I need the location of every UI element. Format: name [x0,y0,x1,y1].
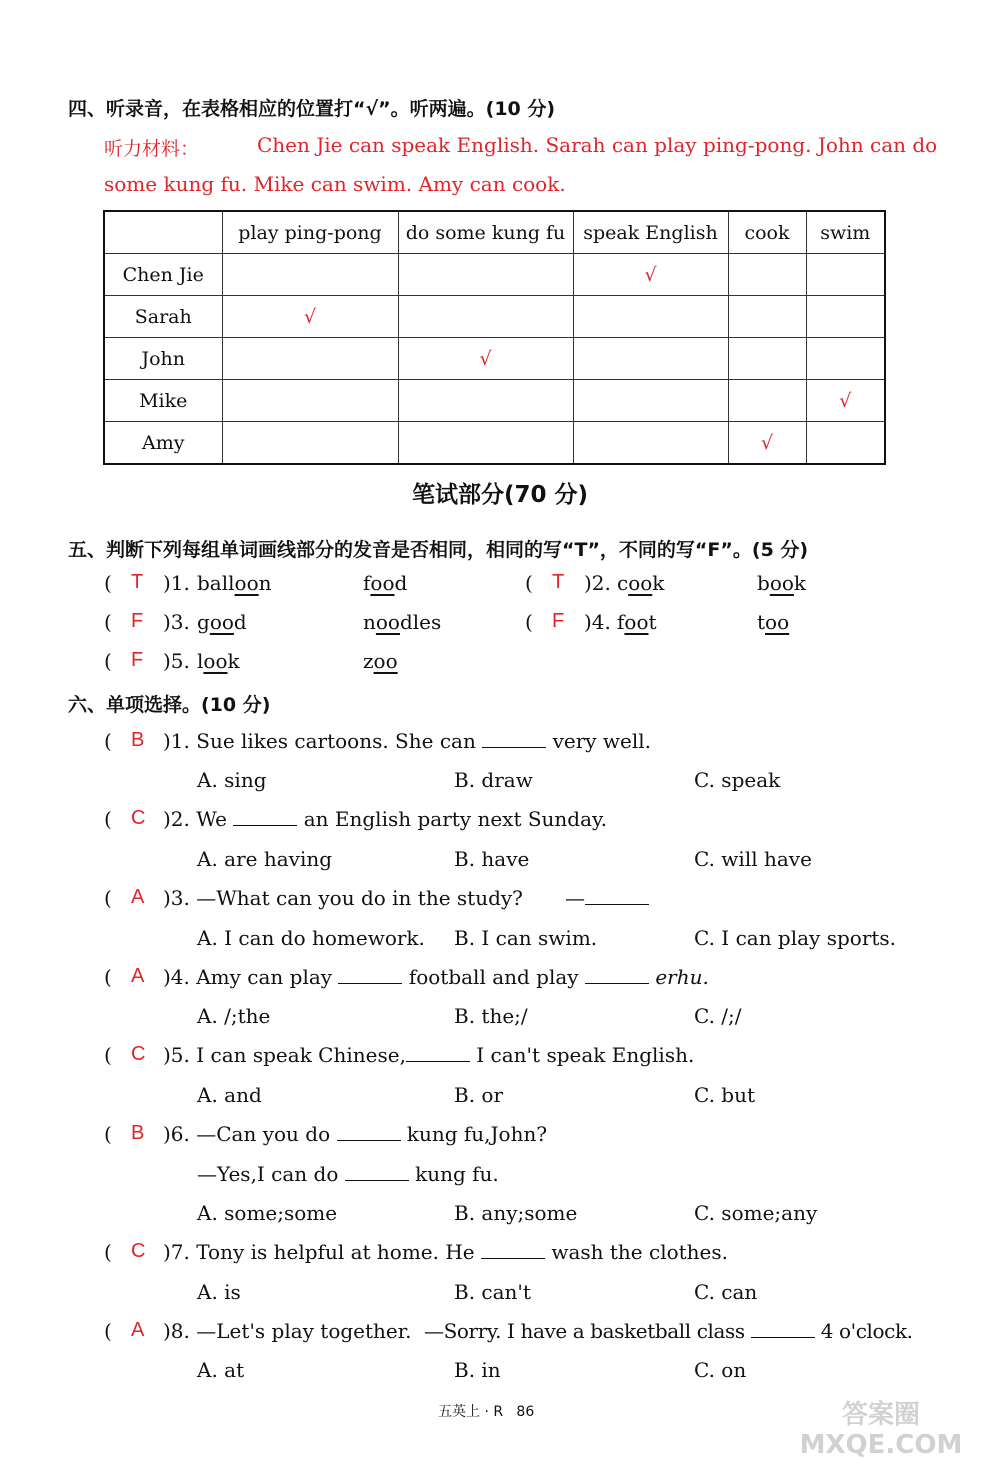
option-b: B. have [454,847,530,871]
question-number: )1. [163,571,190,595]
option-b: B. or [454,1083,504,1107]
section5-heading: 五、判断下列每组单词画线部分的发音是否相同，相同的写“T”，不同的写“F”。(5 分) [68,539,809,561]
table-header: do some kung fu [398,211,573,254]
paren: ( [104,965,112,989]
question-number: )3. [163,610,190,634]
option-b: B. the;/ [454,1004,528,1028]
question-text: )6. —Can you do kung fu,John? [163,1122,548,1146]
listening-table [103,210,886,465]
row-name: Sarah [104,296,222,338]
table-cell: √ [573,254,728,296]
question-text: )2. We an English party next Sunday. [163,807,608,831]
answer: A [131,886,145,908]
table-cell: √ [728,422,806,465]
question-text: )1. Sue likes cartoons. She can very well. [163,729,652,753]
table-header: cook [728,211,806,254]
option-a: A. I can do homework. [197,926,425,950]
option-b: B. any;some [454,1201,578,1225]
table-header: swim [806,211,885,254]
word: cook [617,571,665,595]
table-cell [222,422,398,465]
section6-heading: 六、单项选择。(10 分) [68,694,271,716]
material-line1: Chen Jie can speak English. Sarah can play ping-pong. John can do [257,133,938,157]
answer: C [131,807,146,829]
table-header [104,211,222,254]
option-a: A. is [197,1280,241,1304]
word: foot [617,610,657,634]
option-c: C. I can play sports. [694,926,897,950]
question-text: )4. Amy can play football and play erhu. [163,965,709,989]
question-number: )4. [584,610,611,634]
option-c: C. on [694,1358,747,1382]
option-a: A. /;the [197,1004,271,1028]
word: noodles [363,610,442,634]
question-number: )2. [584,571,611,595]
row-name: Mike [104,380,222,422]
option-b: B. draw [454,768,533,792]
option-c: C. can [694,1280,758,1304]
paren: ( [104,807,112,831]
page-footer: 五英上 · R 86 [438,1404,535,1420]
table-cell [398,254,573,296]
option-a: A. sing [197,768,267,792]
table-cell [728,380,806,422]
option-a: A. at [197,1358,245,1382]
table-cell [573,338,728,380]
paren: ( [104,571,112,595]
option-c: C. but [694,1083,756,1107]
answer: T [552,571,565,593]
row-name: John [104,338,222,380]
table-header: play ping-pong [222,211,398,254]
table-cell [573,380,728,422]
table-cell [728,296,806,338]
row-name: Amy [104,422,222,465]
answer: T [131,571,144,593]
table-cell: √ [398,338,573,380]
table-row [104,296,885,338]
answer: C [131,1043,146,1065]
paren: ( [525,571,533,595]
option-a: A. some;some [197,1201,338,1225]
word: look [197,649,240,673]
material-line2: some kung fu. Mike can swim. Amy can cook. [104,172,566,196]
table-header-row [104,211,885,254]
word: food [363,571,408,595]
question-text: )8. —Let's play together. [163,1319,412,1343]
answer: B [131,729,145,751]
watermark-logo: 答案圈 MXQE.COM [799,1400,963,1460]
question-text: —Yes,I can do kung fu. [197,1162,499,1186]
option-b: B. can't [454,1280,531,1304]
question-text: )3. —What can you do in the study? [163,886,523,910]
paren: ( [104,1043,112,1067]
table-row [104,338,885,380]
table-cell [728,338,806,380]
table-cell [398,296,573,338]
paren: ( [525,610,533,634]
answer: F [131,649,144,671]
table-row [104,422,885,465]
table-cell: √ [222,296,398,338]
option-c: C. /;/ [694,1004,742,1028]
table-cell [728,254,806,296]
table-row [104,380,885,422]
answer: F [552,610,565,632]
paren: ( [104,610,112,634]
option-a: A. and [197,1083,262,1107]
answer: C [131,1240,146,1262]
table-cell [806,422,885,465]
question-number: )5. [163,649,190,673]
row-name: Chen Jie [104,254,222,296]
table-cell: √ [806,380,885,422]
answer: B [131,1122,145,1144]
word: book [757,571,807,595]
answer: A [131,965,145,987]
word: too [757,610,790,634]
option-b: B. I can swim. [454,926,598,950]
option-a: A. are having [197,847,333,871]
material-label: 听力材料： [104,138,200,160]
word: good [197,610,247,634]
table-cell [222,254,398,296]
table-cell [222,338,398,380]
question-text: )7. Tony is helpful at home. He wash the clothes. [163,1240,729,1264]
paren: ( [104,1319,112,1343]
paren: ( [104,1122,112,1146]
table-cell [573,296,728,338]
table-row [104,254,885,296]
paren: ( [104,729,112,753]
word: zoo [363,649,398,673]
paren: ( [104,1240,112,1264]
table-cell [806,338,885,380]
option-c: C. speak [694,768,781,792]
written-section-title: 笔试部分(70 分) [411,482,589,508]
table-cell [806,296,885,338]
option-b: B. in [454,1358,501,1382]
table-cell [222,380,398,422]
paren: ( [104,886,112,910]
table-cell [398,422,573,465]
paren: ( [104,649,112,673]
table-cell [573,422,728,465]
question-text: —Sorry. I have a basketball class 4 o'clock. [424,1319,913,1343]
section4-heading: 四、听录音，在表格相应的位置打“√”。听两遍。(10 分) [68,98,556,120]
option-c: C. will have [694,847,812,871]
table-header: speak English [573,211,728,254]
question-text: )5. I can speak Chinese, I can't speak English. [163,1043,695,1067]
word: balloon [197,571,272,595]
table-cell [806,254,885,296]
answer: A [131,1319,145,1341]
table-cell [398,380,573,422]
answer: F [131,610,144,632]
question-text: — [565,886,649,910]
option-c: C. some;any [694,1201,818,1225]
